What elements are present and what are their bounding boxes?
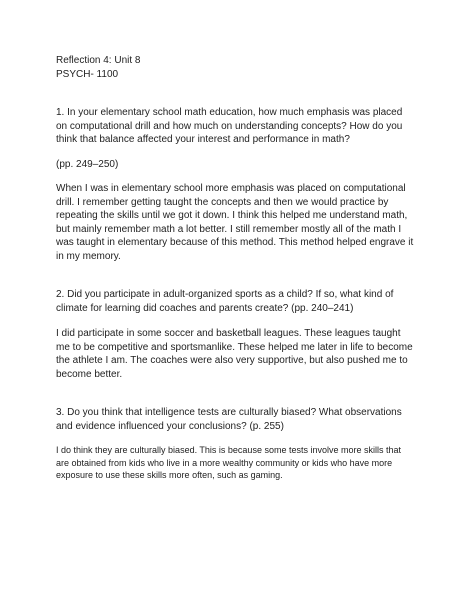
answer-3: I do think they are culturally biased. This is because some tests involve more skills that are obtained from kids who live in a more wealthy community or kids who have more exposure to use these skills more often, such as gaming. [56,445,401,480]
document-title: Reflection 4: Unit 8 [56,55,141,66]
spacer [56,147,416,158]
spacer [56,81,416,106]
question-1: 1. In your elementary school math education, how much emphasis was placed on computational drill and how much on understanding concepts? How do you think that balance affected your interest and performance in math? [56,107,403,145]
question-1-pages: (pp. 249–250) [56,158,119,170]
course-code: PSYCH- 1100 [56,68,119,80]
answer-2: I did participate in some soccer and basketball leagues. These leagues taught me to be competitive and sportsmanlike. These helped me later in life to become the athlete I am. The coaches were also very supportive, but also pushed me to become better. [56,328,413,380]
spacer [56,263,416,288]
question-2: 2. Did you participate in adult-organized sports as a child? If so, what kind of climate for learning did coaches and parents create? (pp. 240–241) [56,289,394,314]
spacer [56,171,416,182]
answer-1: When I was in elementary school more emphasis was placed on computational drill. I remember getting taught the concepts and then we would practice by repeating the skills until we got it down. I think this helped me understand math, but mainly remember math a lot better. I still remember mostly all of the math I was taught in elementary because of this method. This method helped engrave it in my memory. [56,183,414,262]
document-body [56,54,416,482]
spacer [56,433,416,444]
question-3: 3. Do you think that intelligence tests are culturally biased? What observations and evidence influenced your conclusions? (p. 255) [56,407,402,432]
spacer [56,381,416,406]
spacer [56,315,416,327]
